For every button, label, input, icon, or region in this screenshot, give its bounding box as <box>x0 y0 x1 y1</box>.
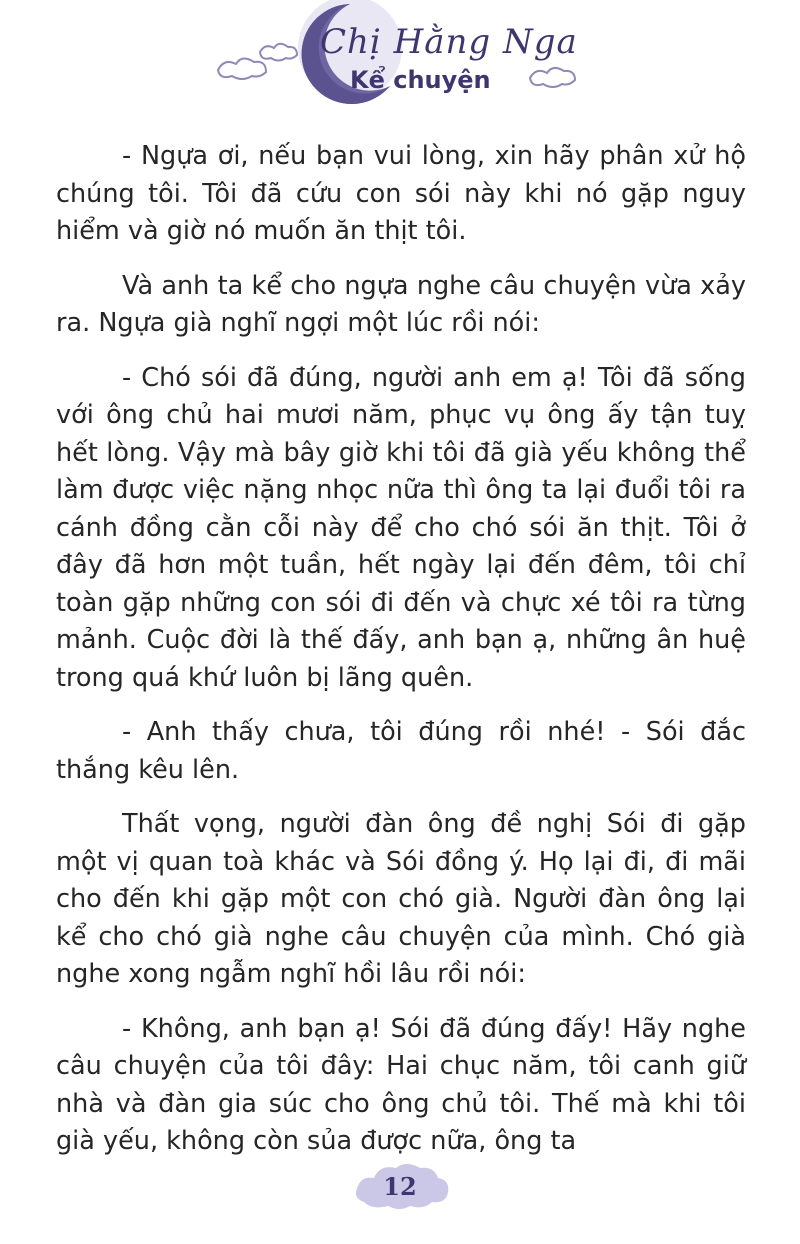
page-header <box>200 0 620 118</box>
paragraph: - Chó sói đã đúng, người anh em ạ! Tôi đã sống với ông chủ hai mươi năm, phục vụ ông ấy tận tuỵ hết lòng. Vậy mà bây giờ khi tôi đã già yếu không thể làm được việc nặng nhọc nữa thì ông ta lại đuổi tôi ra cánh đồng cằn cỗi này để cho chó sói ăn thịt. Tôi ở đây đã hơn một tuần, hết ngày lại đến đêm, tôi chỉ toàn gặp những con sói đi đến và chực xé tôi ra từng mảnh. Cuộc đời là thế đấy, anh bạn ạ, những ân huệ trong quá khứ luôn bị lãng quên. <box>56 362 746 693</box>
paragraph: - Ngựa ơi, nếu bạn vui lòng, xin hãy phân xử hộ chúng tôi. Tôi đã cứu con sói này khi nó gặp nguy hiểm và giờ nó muốn ăn thịt tôi. <box>56 141 746 246</box>
paragraph: - Không, anh bạn ạ! Sói đã đúng đấy! Hãy nghe câu chuyện của tôi đây: Hai chục năm, tôi canh giữ nhà và đàn gia súc cho ông chủ tôi. Thế mà khi tôi già yếu, không còn sủa được nữa, ông ta <box>56 1013 746 1156</box>
paragraph: Thất vọng, người đàn ông đề nghị Sói đi gặp một vị quan toà khác và Sói đồng ý. Họ lại đi, đi mãi cho đến khi gặp một con chó già. Người đàn ông lại kể cho chó già nghe câu chuyện của mình. Chó già nghe xong ngẫm nghĩ hồi lâu rồi nói: <box>56 809 746 989</box>
paragraph: - Anh thấy chưa, tôi đúng rồi nhé! - Sói đắc thắng kêu lên. <box>56 717 746 785</box>
series-subtitle: Kể chuyện <box>350 66 491 94</box>
story-text <box>56 138 746 1178</box>
page-number: 12 <box>383 1172 417 1201</box>
series-title: Chị Hằng Nga <box>320 22 578 62</box>
page-footer <box>350 1160 460 1220</box>
paragraph: Và anh ta kể cho ngựa nghe câu chuyện vừa xảy ra. Ngựa già nghĩ ngợi một lúc rồi nói: <box>56 270 746 338</box>
